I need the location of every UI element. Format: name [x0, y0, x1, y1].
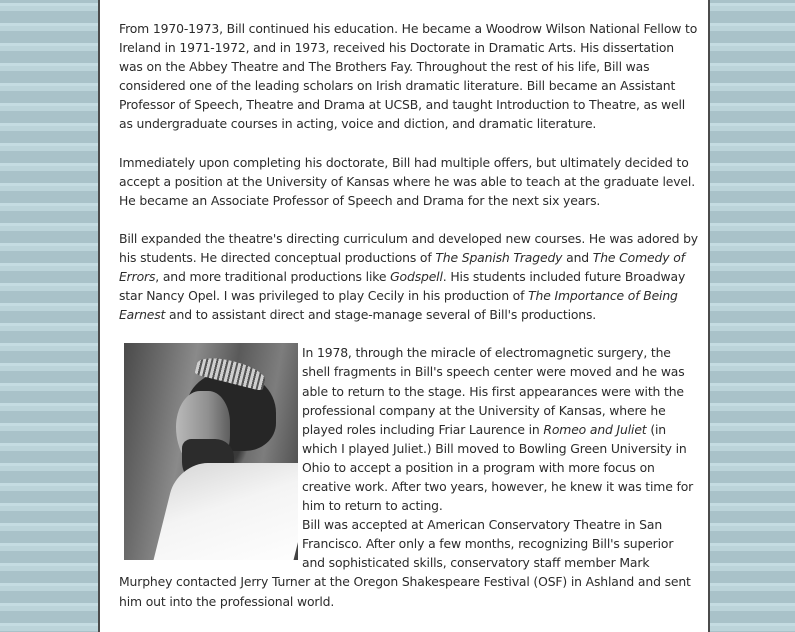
paragraph-education: From 1970-1973, Bill continued his education. He became a Woodrow Wilson National Fellow to Ireland in 1971-1972, and in 1973, received his Doctorate in Dramatic Arts. His dissertation was on the Abbey Theatre and The Brothers Fay. Throughout the rest of his life, Bill was considered one of the leading scholars on Irish dramatic literature. Bill became an Assistant Professor of Speech, Theatre and Drama at UCSB, and taught Introduction to Theatre, as well as undergraduate courses in acting, voice and diction, and dramatic literature. [119, 21, 698, 132]
photo-section [119, 343, 699, 610]
text-segment: and [562, 249, 593, 265]
play-title: Romeo and Juliet [543, 421, 647, 437]
text-segment: Bill expanded the theatre's directing curriculum and developed new courses. He was adored by his students. He directed conceptual productions of [119, 230, 698, 265]
text-segment: and to assistant direct and stage-manage several of Bill's productions. [165, 307, 597, 323]
text-segment: , and more traditional productions like [155, 269, 391, 285]
paragraph-kansas: Immediately upon completing his doctorate, Bill had multiple offers, but ultimately decided to accept a position at the University of Kansas where he was able to teach at the graduate level. He became an Associate Professor of Speech and Drama for the next six years. [119, 154, 695, 208]
bill-portrait-photo [124, 343, 298, 560]
paragraph-act: Bill was accepted at American Conservatory Theatre in San Francisco. After only a few months, recognizing Bill's superior and sophisticated skills, conservatory staff member Mark Murphey contacted Jerry Turner at the Oregon Shakespeare Festival (OSF) in Ashland and sent him out into the professional world. [119, 517, 691, 609]
text-segment: (in which I played Juliet.) Bill moved to Bowling Green University in Ohio to accept a position in a program with more focus on creative work. After two years, however, he knew it was time for him to return to acting. [302, 421, 694, 514]
text-segment: In 1978, through the miracle of electromagnetic surgery, the shell fragments in Bill's speech center were moved and he was able to return to the stage. His first appearances were with the professional company at the University of Kansas, where he played roles including Friar Laurence in [302, 345, 685, 437]
play-title: Godspell [390, 269, 443, 285]
article-body [119, 19, 699, 611]
play-title: The Importance of Being Earnest [119, 288, 678, 323]
play-title: The Spanish Tragedy [435, 249, 563, 265]
play-title: The Comedy of Errors [119, 249, 685, 285]
paragraph-directing [119, 229, 699, 324]
photo-shirt-shape [150, 463, 298, 560]
text-segment: . His students included future Broadway star Nancy Opel. I was privileged to play Cecily in his production of [119, 269, 686, 304]
page-column [98, 0, 710, 632]
